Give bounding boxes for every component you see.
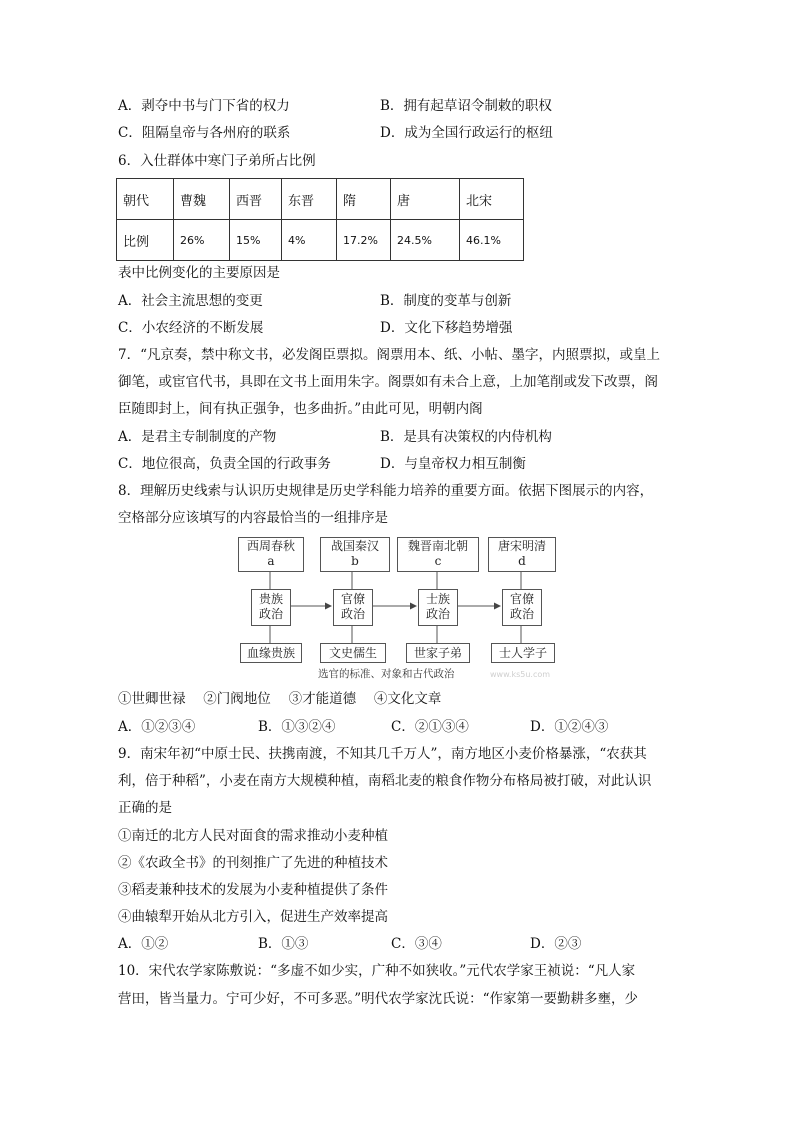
q9-option-a: A．①② [118,936,169,952]
table-cell: 西晋 [230,179,282,220]
politics-label-2: 政治 [425,607,450,621]
q7-line-2: 御笔，或宦官代书，具即在文书上面用朱字。阁票如有未合上意，上加笔削或发下改票，阁 [118,374,658,390]
q9-option-b: B．①③ [258,936,309,952]
q9-item-3: ③稻麦兼种技术的发展为小麦种植提供了条件 [118,882,388,898]
period-label: 西周春秋 [246,539,295,553]
q5-option-a: A．剥夺中书与门下省的权力 [118,98,290,114]
q6-stem: 6．入仕群体中寒门子弟所占比例 [118,153,316,169]
watermark: www.ks5u.com [490,670,551,679]
period-slot: c [434,554,442,568]
diagram-caption: 选官的标准、对象和古代政治 [318,668,455,680]
q7-line-3: 臣随即封上，间有执正强争，也多曲折。”由此可见，明朝内阁 [118,401,483,417]
q6-option-b: B．制度的变革与创新 [380,293,512,309]
table-cell: 17.2% [337,220,391,261]
object-box: 士人学子 [491,643,555,663]
period-slot: b [351,554,359,568]
q9-line-2: 利，倍于种稻”，小麦在南方大规模种植，南稻北麦的粮食作物分布格局被打破，对此认识 [118,773,652,789]
period-slot: a [267,554,275,568]
table-cell: 曹魏 [174,179,230,220]
q10-line-2: 营田，皆当量力。宁可少好，不可多恶。”明代农学家沈氏说：“作家第一要勤耕多壅，少 [118,991,639,1007]
object-box: 血缘贵族 [240,643,302,663]
q6-option-a: A．社会主流思想的变更 [118,293,263,309]
period-label: 唐宋明清 [497,539,546,553]
politics-label-1: 贵族 [258,592,283,606]
table-cell: 东晋 [282,179,337,220]
q7-line-1: 7．“凡京奏，禁中称文书，必发阁臣票拟。阁票用本、纸、小帖、墨字，内照票拟，或皇上 [118,347,660,363]
q6-option-c: C．小农经济的不断发展 [118,320,264,336]
q5-option-b: B．拥有起草诏令制敕的职权 [380,98,552,114]
q9-option-d: D．②③ [530,936,582,952]
table-cell: 隋 [337,179,391,220]
table-cell: 24.5% [391,220,460,261]
q7-option-b: B．是具有决策权的内侍机构 [380,429,552,445]
table-header-dynasty: 朝代 [117,179,174,220]
q5-option-c: C．阻隔皇帝与各州府的联系 [118,125,291,141]
q8-line-2: 空格部分应该填写的内容最恰当的一组排序是 [118,510,388,526]
q8-option-b: B．①③②④ [258,719,336,735]
politics-label-2: 政治 [340,607,365,621]
q7-option-d: D．与皇帝权力相互制衡 [380,456,526,472]
politics-label-2: 政治 [509,607,534,621]
q9-item-1: ①南迁的北方人民对面食的需求推动小麦种植 [118,828,388,844]
q9-item-2: ②《农政全书》的刊刻推广了先进的种植技术 [118,855,388,871]
table-cell: 4% [282,220,337,261]
table-cell: 北宋 [460,179,524,220]
table-cell: 唐 [391,179,460,220]
q8-items: ①世卿世禄 ②门阀地位 ③才能道德 ④文化文章 [118,691,442,707]
object-box: 文史儒生 [320,643,386,663]
q9-option-c: C．③④ [391,936,442,952]
politics-label-2: 政治 [258,607,283,621]
q8-option-c: C．②①③④ [391,719,469,735]
table-cell: 15% [230,220,282,261]
q9-line-1: 9．南宋年初“中原士民、扶携南渡，不知其几千万人”，南方地区小麦价格暴涨，“农获其 [118,746,647,762]
politics-label-1: 官僚 [340,592,365,606]
q8-line-1: 8．理解历史线索与认识历史规律是历史学科能力培养的重要方面。依据下图展示的内容， [118,483,654,499]
q8-option-a: A．①②③④ [118,719,196,735]
table-header-ratio: 比例 [117,220,174,261]
period-slot: d [518,554,526,568]
q8-option-d: D．①②④③ [530,719,609,735]
q5-option-d: D．成为全国行政运行的枢纽 [380,125,553,141]
q7-option-c: C．地位很高，负责全国的行政事务 [118,456,331,472]
object-box: 世家子弟 [406,643,470,663]
q6-question: 表中比例变化的主要原因是 [118,265,280,281]
politics-label-1: 官僚 [509,592,534,606]
q7-option-a: A．是君主专制制度的产物 [118,429,277,445]
period-label: 魏晋南北朝 [407,539,468,553]
period-label: 战国秦汉 [330,539,379,553]
q9-line-3: 正确的是 [118,800,172,816]
q9-item-4: ④曲辕犁开始从北方引入，促进生产效率提高 [118,909,388,925]
politics-label-1: 士族 [425,592,450,606]
q6-option-d: D．文化下移趋势增强 [380,320,513,336]
table-cell: 46.1% [460,220,524,261]
q10-line-1: 10．宋代农学家陈敷说：“多虚不如少实，广种不如狭收。”元代农学家王祯说：“凡人家 [118,963,636,979]
table-cell: 26% [174,220,230,261]
